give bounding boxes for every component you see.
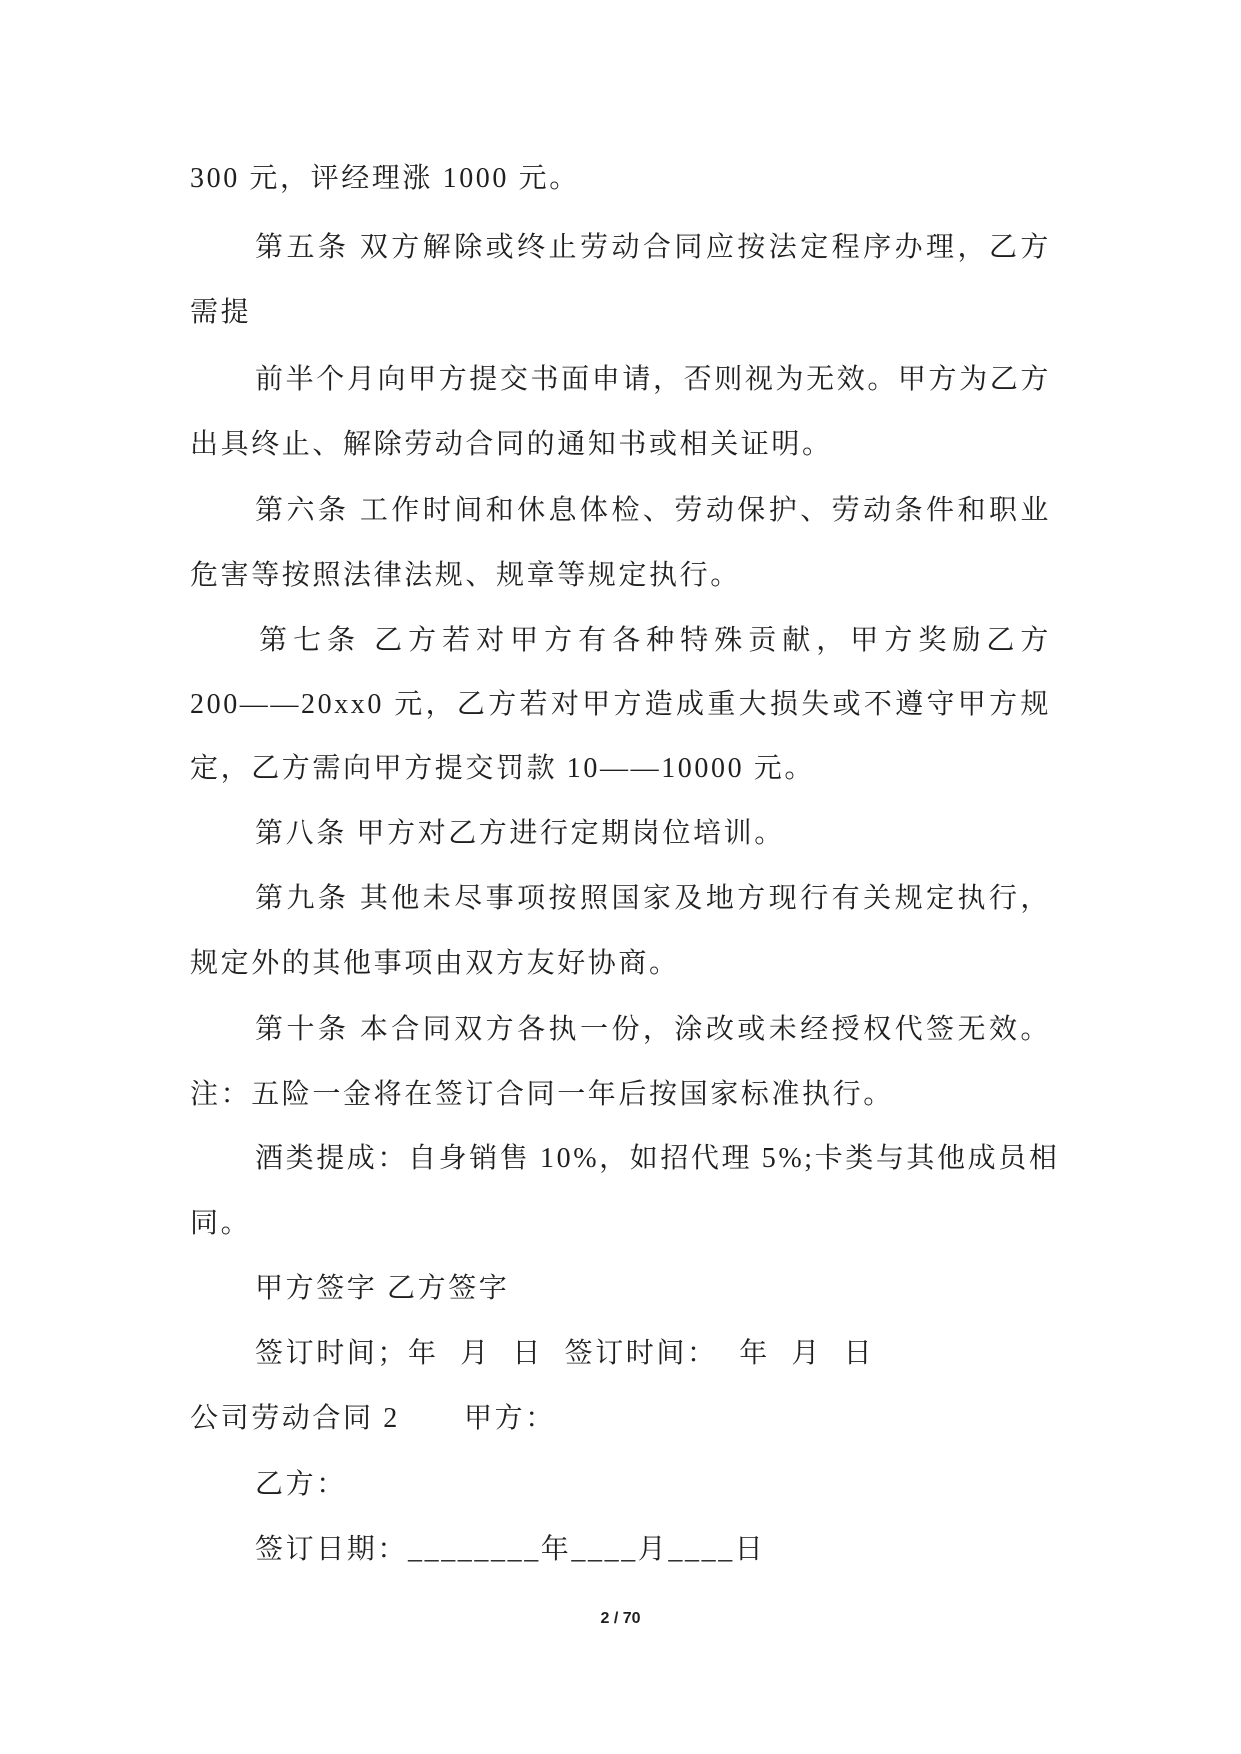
page-number: 2 / 70 — [600, 1610, 641, 1627]
note-text: 注：五险一金将在签订合同一年后按国家标准执行。 — [190, 1079, 894, 1110]
party-a-label: 甲方： — [464, 1403, 556, 1434]
article-6-line-2: 危害等按照法律法规、规章等规定执行。 — [190, 560, 741, 591]
article-8-text: 第八条 甲方对乙方进行定期岗位培训。 — [255, 818, 785, 849]
article-6-line-1: 第六条 工作时间和休息体检、劳动保护、劳动条件和职业 — [255, 495, 1051, 526]
article-7-line-2: 200——20xx0 元，乙方若对甲方造成重大损失或不遵守甲方规 — [190, 689, 1051, 720]
commission-line-2: 同。 — [190, 1208, 252, 1239]
signing-time-line: 签订时间；年 月 日 签订时间： 年 月 日 — [255, 1338, 875, 1369]
commission-line-1: 酒类提成：自身销售 10%，如招代理 5%;卡类与其他成员相 — [255, 1143, 1060, 1174]
signature-labels: 甲方签字 乙方签字 — [255, 1273, 510, 1304]
article-7-line-3: 定，乙方需向甲方提交罚款 10——10000 元。 — [190, 753, 816, 784]
article-9-line-1: 第九条 其他未尽事项按照国家及地方现行有关规定执行， — [255, 883, 1051, 914]
article-5-line-4: 出具终止、解除劳动合同的通知书或相关证明。 — [190, 429, 833, 460]
article-5-line-3: 前半个月向甲方提交书面申请，否则视为无效。甲方为乙方 — [255, 364, 1051, 395]
article-10-text: 第十条 本合同双方各执一份，涂改或未经授权代签无效。 — [255, 1014, 1051, 1045]
salary-clause-continuation: 300 元，评经理涨 1000 元。 — [190, 163, 580, 194]
article-7-line-1: 第七条 乙方若对甲方有各种特殊贡献，甲方奖励乙方 — [259, 625, 1051, 656]
contract-2-title: 公司劳动合同 2 — [190, 1403, 400, 1434]
article-5-line-1: 第五条 双方解除或终止劳动合同应按法定程序办理，乙方 — [255, 232, 1051, 263]
article-9-line-2: 规定外的其他事项由双方友好协商。 — [190, 948, 680, 979]
signing-date-line: 签订日期：________年____月____日 — [255, 1534, 766, 1565]
party-b-label: 乙方： — [255, 1469, 347, 1500]
article-5-line-2: 需提 — [190, 297, 252, 328]
